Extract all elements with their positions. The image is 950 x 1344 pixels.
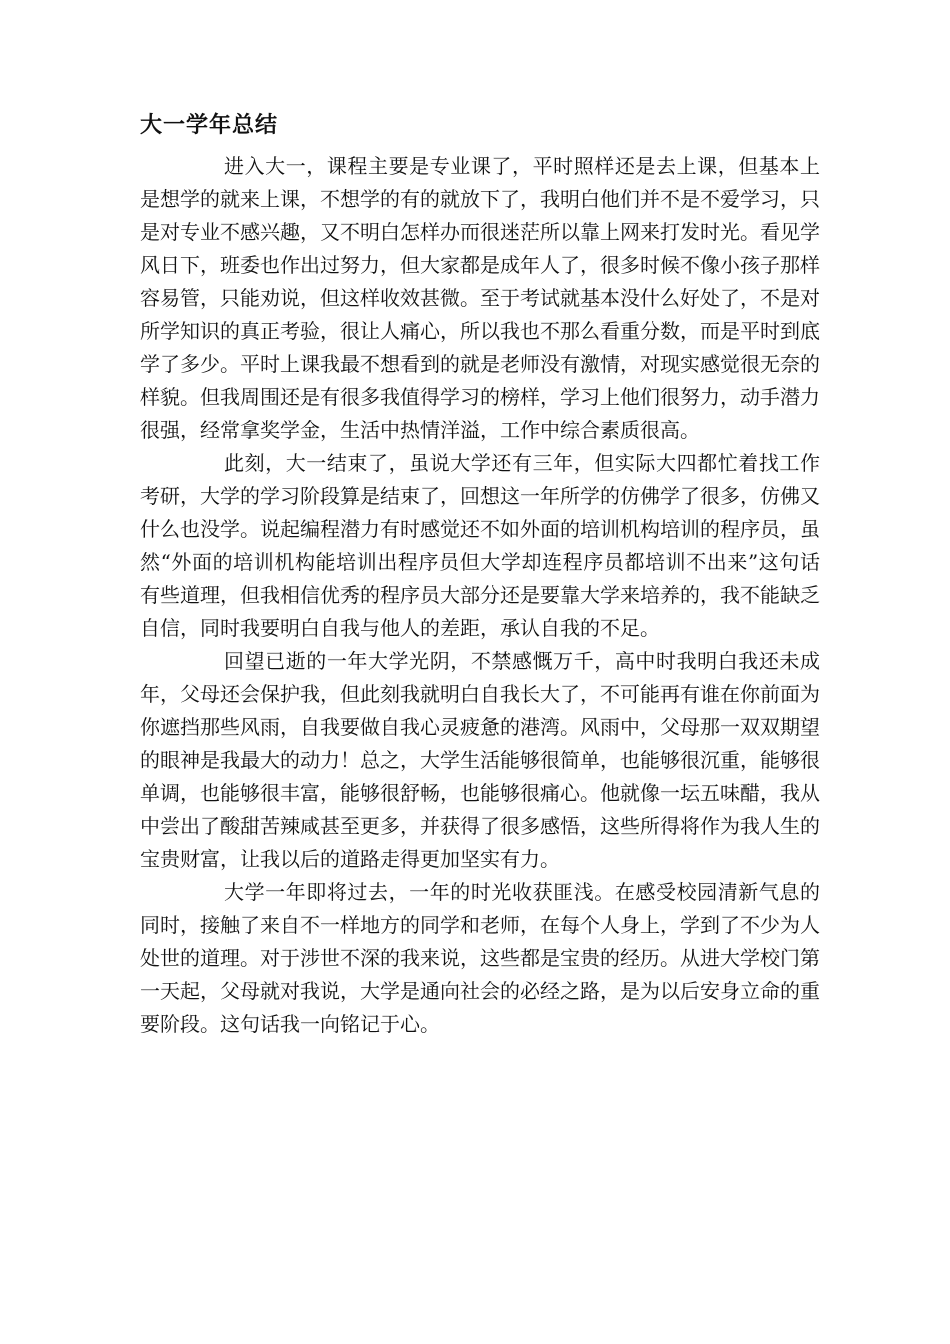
paragraph-3: 回望已逝的一年大学光阴，不禁感慨万千，高中时我明白我还未成年，父母还会保护我，但此刻我就明白自我长大了，不可能再有谁在你前面为你遮挡那些风雨，自我要做自我心灵疲惫的港湾。风雨中，父母那一双双期望的眼神是我最大的动力！总之，大学生活能够很简单，也能够很沉重，能够很单调，也能够很丰富，能够很舒畅，也能够很痛心。他就像一坛五味醋，我从中尝出了酸甜苦辣咸甚至更多，并获得了很多感悟，这些所得将作为我人生的宝贵财富，让我以后的道路走得更加坚实有力。 bbox=[140, 649, 820, 871]
paragraph-2: 此刻，大一结束了，虽说大学还有三年，但实际大四都忙着找工作考研，大学的学习阶段算是结束了，回想这一年所学的仿佛学了很多，仿佛又什么也没学。说起编程潜力有时感觉还不如外面的培训机构培训的程序员，虽然“外面的培训机构能培训出程序员但大学却连程序员都培训不出来”这句话有些道理，但我相信优秀的程序员大部分还是要靠大学来培养的，我不能缺乏自信，同时我要明白自我与他人的差距，承认自我的不足。 bbox=[140, 451, 820, 640]
document-title: 大一学年总结 bbox=[140, 113, 279, 138]
document-body bbox=[140, 110, 820, 1041]
paragraph-1: 进入大一，课程主要是专业课了，平时照样还是去上课，但基本上是想学的就来上课，不想学的有的就放下了，我明白他们并不是不爱学习，只是对专业不感兴趣，又不明白怎样办而很迷茫所以靠上网来打发时光。看见学风日下，班委也作出过努力，但大家都是成年人了，很多时候不像小孩子那样容易管，只能劝说，但这样收效甚微。至于考试就基本没什么好处了，不是对所学知识的真正考验，很让人痛心，所以我也不那么看重分数，而是平时到底学了多少。平时上课我最不想看到的就是老师没有激情，对现实感觉很无奈的样貌。但我周围还是有很多我值得学习的榜样，学习上他们很努力，动手潜力很强，经常拿奖学金，生活中热情洋溢，工作中综合素质很高。 bbox=[140, 154, 820, 442]
paragraph-4: 大学一年即将过去，一年的时光收获匪浅。在感受校园清新气息的同时，接触了来自不一样地方的同学和老师，在每个人身上，学到了不少为人处世的道理。对于涉世不深的我来说，这些都是宝贵的经历。从进大学校门第一天起，父母就对我说，大学是通向社会的必经之路，是为以后安身立命的重要阶段。这句话我一向铭记于心。 bbox=[140, 880, 820, 1036]
